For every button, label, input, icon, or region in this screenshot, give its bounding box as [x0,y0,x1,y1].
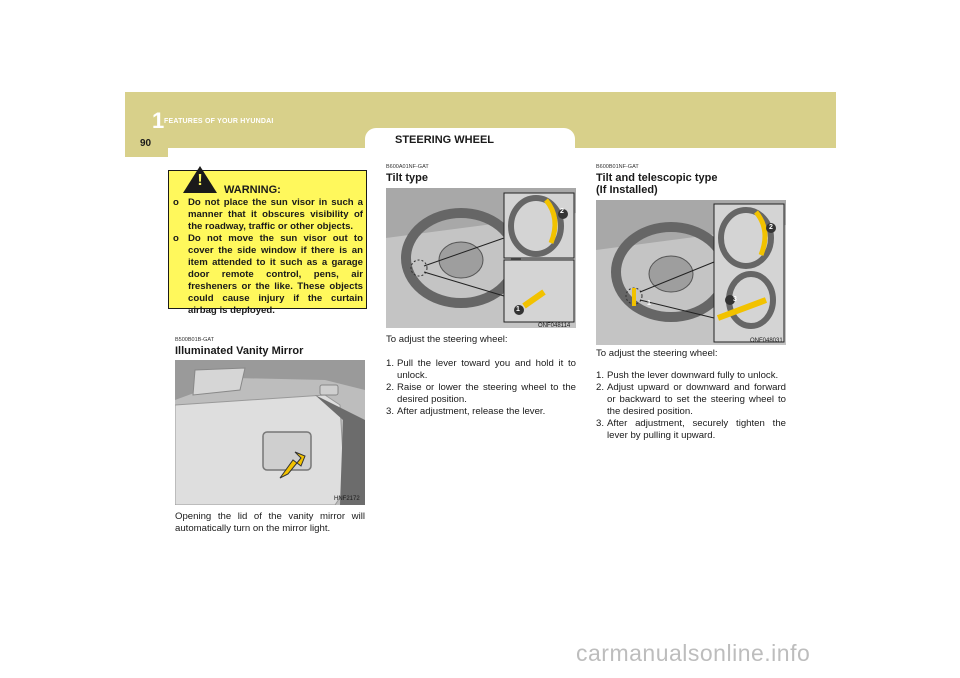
warning-text: Do not place the sun visor in such a manner that it obscures visibility of the roadway, traffic or other objects. [188,197,363,232]
telescopic-steering-illustration [596,200,786,345]
tilt-title: Tilt type [386,172,428,184]
tilt-callout-1: 1 [516,306,520,313]
tilt-image-code: ONF048114 [538,323,571,329]
page-number: 90 [140,138,152,149]
telescopic-callout-2: 2 [769,224,773,231]
chapter-title: FEATURES OF YOUR HYUNDAI [164,118,274,125]
telescopic-image-code: ONF048031 [750,338,783,344]
step-item: 1. Push the lever downward fully to unlock. [596,370,779,381]
telescopic-callout-3: 3 [733,296,737,303]
step-item: 3. After adjustment, release the lever. [386,406,546,417]
telescopic-title-line2: (If Installed) [596,184,658,196]
watermark: carmanualsonline.info [576,640,811,666]
warning-list [173,197,363,317]
tilt-code: B600A01NF-GAT [386,164,429,170]
vanity-mirror-image [175,360,365,505]
step-item: 2. Raise or lower the steering wheel to the desired position. [386,382,576,405]
bullet: o [173,233,179,244]
telescopic-steps [596,370,786,442]
tilt-steering-image [386,188,576,328]
tilt-steps [386,358,576,418]
telescopic-steering-image [596,200,786,345]
tilt-callout-2: 2 [560,208,564,215]
telescopic-title-line1: Tilt and telescopic type [596,172,718,184]
telescopic-callout-1: 1 [647,300,651,307]
vanity-title: Illuminated Vanity Mirror [175,345,304,357]
tilt-steering-illustration [386,188,576,328]
vanity-text: Opening the lid of the vanity mirror will automatically turn on the mirror light. [175,511,365,534]
tilt-intro: To adjust the steering wheel: [386,334,508,345]
step-item: 1. Pull the lever toward you and hold it to unlock. [386,358,576,381]
warning-item [173,197,363,233]
telescopic-code: B600B01NF-GAT [596,164,639,170]
warning-title: WARNING: [224,184,281,196]
warning-item [173,233,363,317]
section-title: STEERING WHEEL [395,134,495,146]
warning-text: Do not move the sun visor out to cover the side window if there is an item attended to it such as a garage door remote control, pens, air fresheners or the like. These objects could cause injury if the curtain airbag is deployed. [188,233,363,316]
telescopic-intro: To adjust the steering wheel: [596,348,718,359]
vanity-code: B500B01B-GAT [175,337,215,343]
chapter-number: 1 [152,108,165,133]
header-band-tab [125,148,168,157]
step-item: 3. After adjustment, securely tighten the lever by pulling it upward. [596,418,786,441]
bullet: o [173,197,179,208]
warning-symbol: ! [197,172,203,189]
vanity-image-code: HNF2172 [334,496,360,502]
sun-visor-illustration [175,360,365,505]
step-item: 2. Adjust upward or downward and forward or backward to set the steering wheel to the desired position. [596,382,786,417]
